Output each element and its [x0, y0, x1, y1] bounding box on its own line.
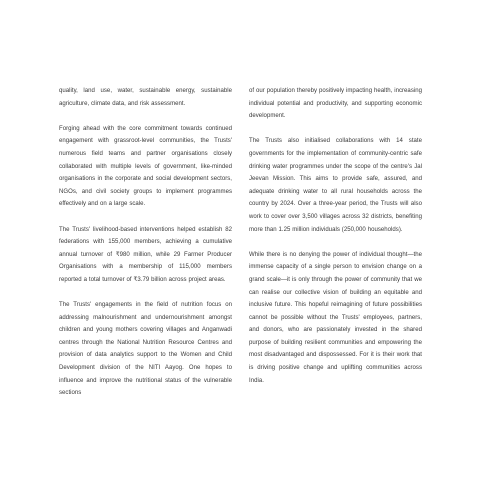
paragraph: of our population thereby positively impacting health, increasing individual potential and productivity, and supporting economic development.	[249, 88, 422, 120]
paragraph: The Trusts' livelihood-based interventions helped establish 82 federations with 155,000 members, achieving a cumulative annual turnover of ₹980 million, while 29 Farmer Producer Organisations with a membership of 115,000 members reported a total turnover of ₹3.79 billion across project areas.	[59, 226, 232, 283]
paragraph-gap	[249, 123, 422, 136]
paragraph: Forging ahead with the core commitment towards continued engagement with grassroot-level communities, the Trusts' numerous field teams and partner organisations closely collaborated with multiple levels of government, like-minded organisations in the corporate and social development sectors, NGOs, and civil society groups to implement programmes effectively and on a large scale.	[59, 125, 232, 208]
paragraph-gap	[249, 236, 422, 249]
left-column	[59, 85, 232, 400]
paragraph: While there is no denying the power of individual thought—the immense capacity of a single person to envision change on a grand scale—it is only through the power of community that we can realise our collective vision of building an equitable and inclusive future. This hopeful reimagining of future possibilities cannot be possible without the Trusts' employees, partners, and donors, who are passionately invested in the shared purpose of building resilient communities and empowering the most disadvantaged and dispossessed. For it is their work that is driving positive change and uplifting communities across India.	[249, 251, 422, 384]
paragraph-gap	[59, 110, 232, 123]
paragraph: The Trusts also initialised collaborations with 14 state governments for the implementation of community-centric safe drinking water programmes under the scope of the centre's Jal Jeevan Mission. This aims to provide safe, assured, and adequate drinking water to all rural households across the country by 2024. Over a three-year period, the Trusts will also work to cover over 3,500 villages across 32 districts, benefiting more than 1.25 million individuals (250,000 households).	[249, 138, 422, 233]
right-column	[249, 85, 422, 387]
paragraph: quality, land use, water, sustainable energy, sustainable agriculture, climate data, and risk assessment.	[59, 88, 232, 107]
paragraph-gap	[59, 211, 232, 224]
paragraph: The Trusts' engagements in the field of nutrition focus on addressing malnourishment and undernourishment amongst children and young mothers covering villages and Anganwadi centres through the National Nutrition Resource Centres and provision of data analytics support to the Women and Child Development division of the NITI Aayog. One hopes to influence and improve the nutritional status of the vulnerable sections	[59, 302, 232, 397]
paragraph-gap	[59, 287, 232, 300]
